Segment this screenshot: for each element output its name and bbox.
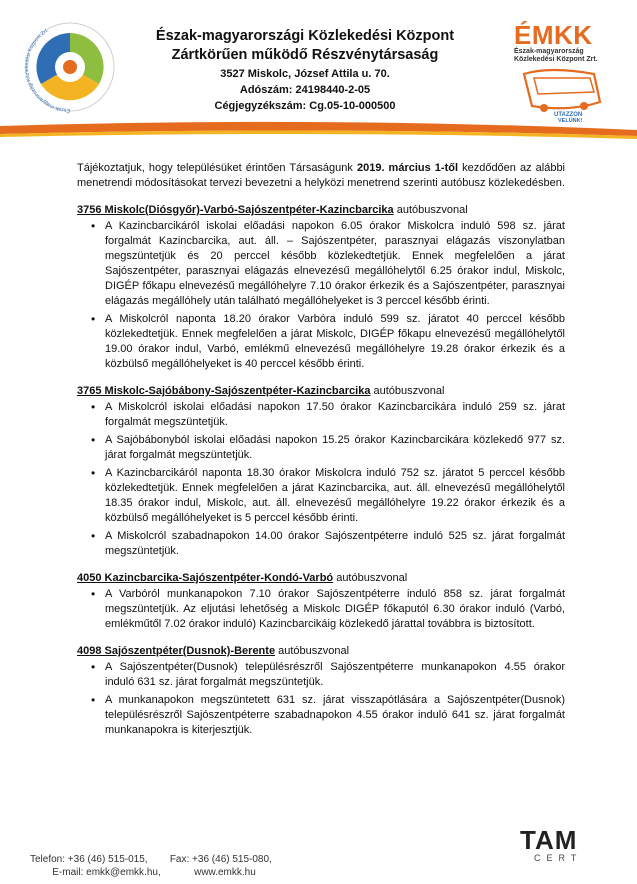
change-item: • A Varbóról munkanapokon 7.10 órakor Sajószentpéterre induló 858 sz. járat forgalmát megszüntetjük. Az eljutási lehetőség a Miskolc DIGÉP főkaputól 6.30 órakor induló (Varbó, emlékműtől 7.02 órakor induló) Kazincbarcikáig közlekedő járattal továbbra is biztosított.: [77, 587, 565, 632]
footer-phone: Telefon: +36 (46) 515-015,: [30, 854, 148, 865]
change-item: • A Sajószentpéter(Dusnok) településrészről Sajószentpéterre munkanapokon 4.55 órakor induló 631 sz. járat forgalmát megszüntetjük.: [77, 660, 565, 690]
notice-body: [77, 161, 565, 741]
registration-number: Cégjegyzékszám: Cg.05-10-000500: [214, 100, 396, 112]
cert-logo-sub: CERT: [534, 853, 583, 863]
slogan-line2: VELÜNK!: [558, 118, 583, 122]
header-divider: [0, 112, 637, 142]
change-item: • A Miskolcról naponta 18.20 órakor Varbóra induló 599 sz. járatot 40 perccel később közlekedtetjük. Ennek megfelelően a járat Miskolc, DIGÉP főkapu elnevezésű megállóhelytől 19.00 órakor indul, Varbó, emlékmű elnevezésű megállóhelyre 19.28 órakor érkezik és a közbülső megállóhelyeket is 40 perccel később érinti.: [77, 312, 565, 372]
slogan-line1: UTAZZON: [554, 112, 583, 118]
letterhead: [125, 27, 485, 113]
route-changes-list: [77, 587, 565, 632]
route-title: 4050 Kazincbarcika-Sajószentpéter-Kondó-Varbó autóbuszvonal: [77, 572, 408, 584]
change-item: • A Miskolcról iskolai előadási napokon 17.50 órakor Kazincbarcikára induló 259 sz. járat forgalmát megszüntetjük.: [77, 400, 565, 430]
brand-sub-line1: Észak-magyarország: [514, 48, 584, 55]
footer-email: E-mail: emkk@emkk.hu,: [52, 867, 161, 878]
change-item: • A Miskolcról szabadnapokon 14.00 órakor Sajószentpéterre induló 525 sz. járat forgalmát megszüntetjük.: [77, 529, 565, 559]
route-changes-list: [77, 219, 565, 372]
company-name-line1: Észak-magyarországi Közlekedési Központ: [155, 28, 455, 44]
brand-sub-line2: Közlekedési Központ Zrt.: [514, 56, 598, 63]
brand-short: ÉMKK: [514, 20, 593, 50]
company-address: 3527 Miskolc, József Attila u. 70.: [220, 68, 390, 80]
company-name-line2: Zártkörűen működő Részvénytársaság: [171, 47, 439, 63]
route-title: 3765 Miskolc-Sajóbábony-Sajószentpéter-Kazincbarcika autóbuszvonal: [77, 385, 445, 397]
footer-web: www.emkk.hu: [194, 867, 256, 878]
tax-number: Adószám: 24198440-2-05: [239, 84, 371, 96]
change-item: • A Kazincbarcikáról iskolai előadási napokon 6.05 órakor Miskolcra induló 598 sz. járat forgalmát Kazincbarcika, aut. áll. – Sajószentpéter, parasznyai elágazás viszonylatban megszüntetjük és 20 perccel később közlekedtetjük. Ennek megfelelően a járat Sajószentpéter, parasznyai elágazás elnevezésű megállóhelytől 6.25 órakor indul, Miskolc, DIGÉP főkapu elnevezésű megállóhelyre 7.10 órakor érkezik és a Sajószentpéter, parasznyai elágazás megállóhely után található megállóhelyeket is 3 perccel később érinti.: [77, 219, 565, 309]
change-item: • A munkanapokon megszüntetett 631 sz. járat visszapótlására a Sajószentpéter(Dusnok) településrészről Sajószentpéterre szabadnapokon 4.55 órakor induló 641 sz. járat forgalmát munkanapokra is kiterjesztjük.: [77, 693, 565, 738]
footer-fax: Fax: +36 (46) 515-080,: [169, 854, 272, 865]
change-item: • A Kazincbarcikáról naponta 18.30 órakor Miskolcra induló 752 sz. járatot 5 perccel később közlekedtetjük. Ennek megfelelően a járat Kazincbarcika, aut. áll. elnevezésű megállóhelytől 18.35 órakor indul, Miskolc, aut. áll. elnevezésű megállóhelyre 19.22 órakor érkezik és a közbülső megállóhelyeket is 5 perccel később érinti.: [77, 466, 565, 526]
route-changes-list: [77, 660, 565, 738]
effective-date: 2019. március 1-től: [356, 162, 459, 174]
intro-text-1: Tájékoztatjuk, hogy településüket érintően Társaságunk: [77, 162, 357, 174]
route-title: 4098 Sajószentpéter(Dusnok)-Berente autóbuszvonal: [77, 645, 350, 657]
cert-logo-main: TAM: [520, 825, 578, 855]
change-item: • A Sajóbábonyból iskolai előadási napokon 15.25 órakor Kazincbarcikára közlekedő 977 sz. járat forgalmát megszüntetjük.: [77, 433, 565, 463]
intro-text-2: kezdődően az alábbi menetrendi módosításokat tervezi bevezetni a helyközi menetrend szerinti autóbusz közlekedésben.: [77, 162, 565, 189]
route-title: 3756 Miskolc(Diósgyőr)-Varbó-Sajószentpéter-Kazincbarcika autóbuszvonal: [77, 204, 468, 216]
route-changes-list: [77, 400, 565, 559]
company-logo: [20, 17, 120, 117]
intro-paragraph: [77, 161, 565, 191]
logo-ring-text: Észak-magyarországi Közlekedési Központ Zrt.: [24, 27, 71, 114]
tam-cert-logo: [520, 827, 612, 881]
footer-contacts: [30, 853, 272, 879]
